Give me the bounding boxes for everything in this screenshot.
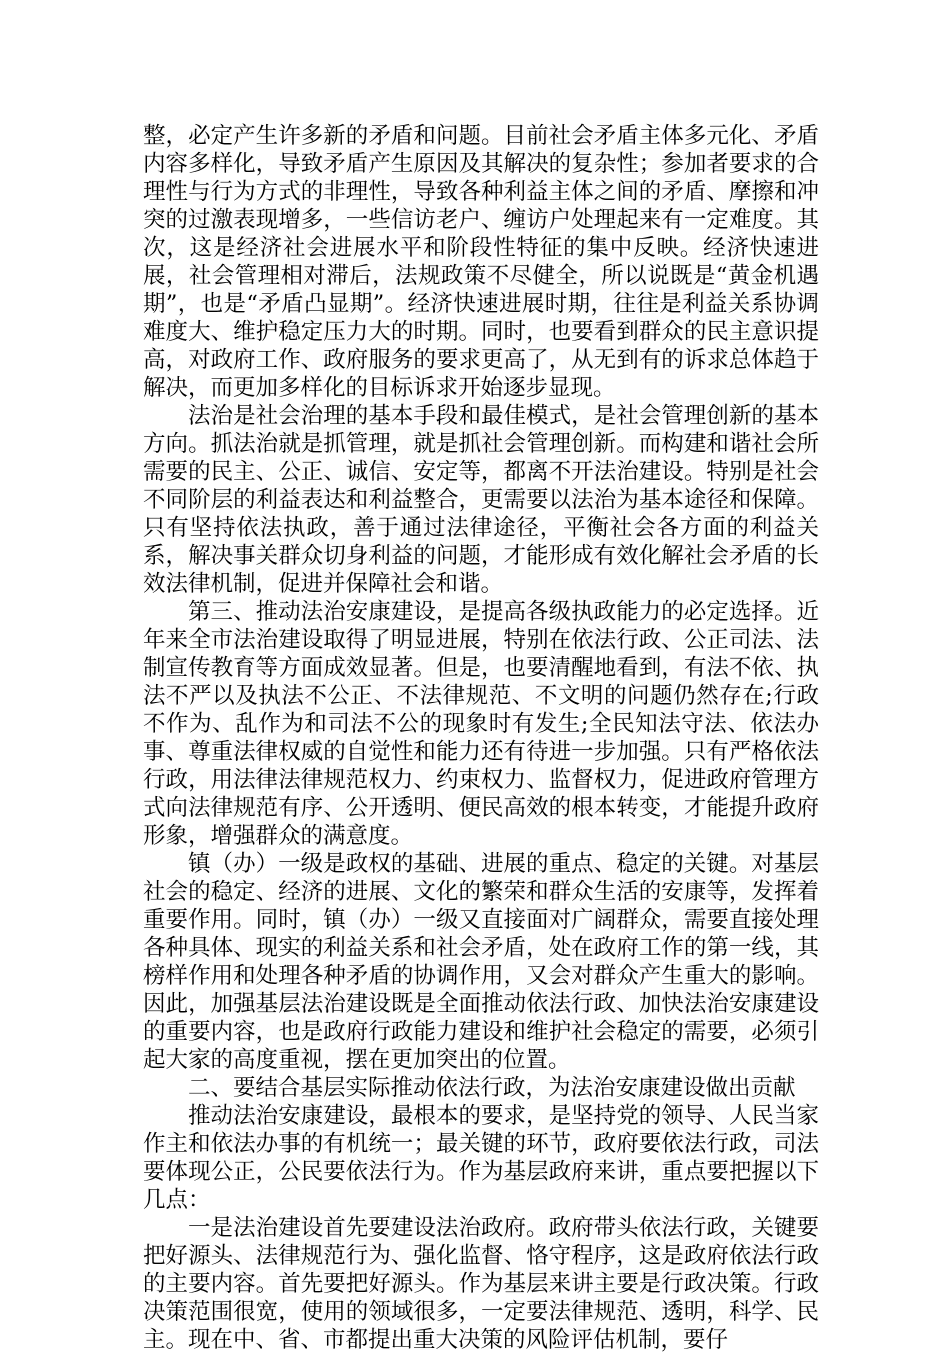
paragraph-2: 法治是社会治理的基本手段和最佳模式，是社会管理创新的基本方向。抓法治就是抓管理，就是抓社会管理创新。而构建和谐社会所需要的民主、公正、诚信、安定等，都离不开法治建设。特别是社会不同阶层的利益表达和利益整合，更需要以法治为基本途径和保障。只有坚持依法执政，善于通过法律途径，平衡社会各方面的利益关系，解决事关群众切身利益的问题，才能形成有效化解社会矛盾的长效法律机制，促进并保障社会和谐。 <box>143 403 819 597</box>
paragraph-4: 镇（办）一级是政权的基础、进展的重点、稳定的关键。对基层社会的稳定、经济的进展、文化的繁荣和群众生活的安康等，发挥着重要作用。同时，镇（办）一级又直接面对广阔群众，需要直接处理各种具体、现实的利益关系和社会矛盾，处在政府工作的第一线，其榜样作用和处理各种矛盾的协调作用，又会对群众产生重大的影响。因此，加强基层法治建设既是全面推动依法行政、加快法治安康建设的重要内容，也是政府行政能力建设和维护社会稳定的需要，必须引起大家的高度重视，摆在更加突出的位置。 <box>143 851 819 1073</box>
paragraph-6: 一是法治建设首先要建设法治政府。政府带头依法行政，关键要把好源头、法律规范行为、强化监督、恪守程序，这是政府依法行政的主要内容。首先要把好源头。作为基层来讲主要是行政决策。行政决策范围很宽，使用的领域很多，一定要法律规范、透明，科学、民主。现在中、省、市都提出重大决策的风险评估机制，要仔 <box>143 1215 819 1353</box>
paragraph-5: 推动法治安康建设，最根本的要求，是坚持党的领导、人民当家作主和依法办事的有机统一；最关键的环节，政府要依法行政，司法要体现公正，公民要依法行为。作为基层政府来讲，重点要把握以下几点： <box>143 1103 819 1213</box>
paragraph-1: 整，必定产生许多新的矛盾和问题。目前社会矛盾主体多元化、矛盾内容多样化，导致矛盾产生原因及其解决的复杂性；参加者要求的合理性与行为方式的非理性，导致各种利益主体之间的矛盾、摩擦和冲突的过激表现增多，一些信访老户、缠访户处理起来有一定难度。其次，这是经济社会进展水平和阶段性特征的集中反映。经济快速进展，社会管理相对滞后，法规政策不尽健全，所以说既是“黄金机遇期”，也是“矛盾凸显期”。经济快速进展时期，往往是利益关系协调难度大、维护稳定压力大的时期。同时，也要看到群众的民主意识提高，对政府工作、政府服务的要求更高了，从无到有的诉求总体趋于解决，而更加多样化的目标诉求开始逐步显现。 <box>143 123 819 401</box>
paragraph-3: 第三、推动法治安康建设，是提高各级执政能力的必定选择。近年来全市法治建设取得了明显进展，特别在依法行政、公正司法、法制宣传教育等方面成效显著。但是，也要清醒地看到，有法不依、执法不严以及执法不公正、不法律规范、不文明的问题仍然存在;行政不作为、乱作为和司法不公的现象时有发生;全民知法守法、依法办事、尊重法律权威的自觉性和能力还有待进一步加强。只有严格依法行政，用法律法律规范权力、约束权力、监督权力，促进政府管理方式向法律规范有序、公开透明、便民高效的根本转变，才能提升政府形象，增强群众的满意度。 <box>143 599 819 849</box>
document-body <box>143 122 819 1354</box>
section-heading: 二、要结合基层实际推动依法行政，为法治安康建设做出贡献 <box>188 1075 796 1101</box>
